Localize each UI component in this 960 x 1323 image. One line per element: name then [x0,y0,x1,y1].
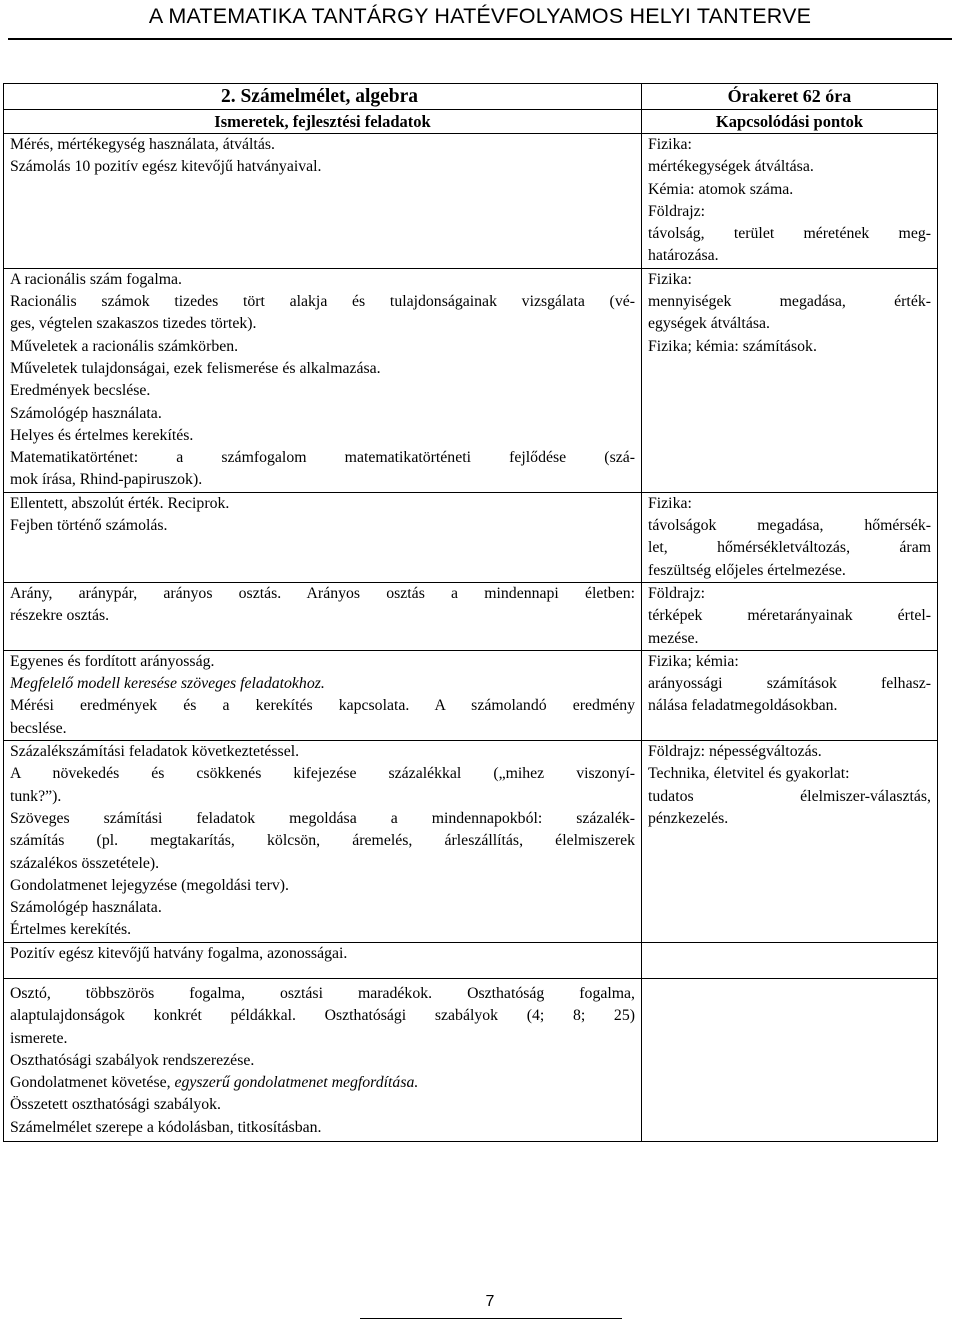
text-run-italic: egyszerű gondolatmenet megfordítása. [174,1074,419,1092]
list-item: mezése. [648,629,699,647]
table-row [4,942,938,978]
list-item: Technika, életvitel és gyakorlat: [648,765,850,783]
list-item: Oszthatósági szabályok rendszerezése. [10,1051,255,1069]
list-item: mértékegységek átváltása. [648,158,814,176]
connections-cell [642,650,938,740]
list-item [10,1072,635,1094]
list-item: Helyes és értelmes kerekítés. [10,426,194,444]
list-item: mok írása, Rhind-papiruszok). [10,471,203,489]
topics-cell [4,650,642,740]
list-item: Számológép használata. [10,899,162,917]
column-header-topics: Ismeretek, fejlesztési feladatok [4,110,642,134]
list-item: Számolás 10 pozitív egész kitevőjű hatványaival. [10,158,322,176]
topics-cell [4,268,642,492]
list-item: Számelmélet szerepe a kódolásban, titkosításban. [10,1118,322,1136]
list-item: Fizika: [648,494,692,512]
connections-cell [642,741,938,943]
table-row [4,134,938,269]
list-item: Műveletek tulajdonságai, ezek felismerése és alkalmazása. [10,359,381,377]
list-item: részekre osztás. [10,607,110,625]
table-row [4,978,938,1141]
list-item: Mérés, mértékegység használata, átváltás. [10,136,275,153]
connections-cell [642,492,938,582]
topics-cell [4,492,642,582]
list-item: Földrajz: népességváltozás. [648,743,822,761]
text-run: Gondolatmenet követése, [10,1074,175,1092]
topics-cell [4,582,642,650]
header-rule [8,38,952,40]
section-title: 2. Számelmélet, algebra [4,84,642,110]
list-item: arányossági számítások felhasz- [648,675,931,693]
list-item: Pozitív egész kitevőjű hatvány fogalma, azonosságai. [10,944,348,962]
list-item: egységek átváltása. [648,315,770,333]
list-item: becslése. [10,719,67,737]
list-item: A racionális szám fogalma. [10,270,182,288]
list-item: Arány, aránypár, arányos osztás. Arányos osztás a mindennapi életben: [10,584,635,602]
footer-rule [360,1318,622,1319]
list-item: Kémia: atomok száma. [648,180,794,198]
list-item: Matematikatörténet: a számfogalom matematikatörténeti fejlődése (szá- [10,449,635,467]
list-item: Mérési eredmények és a kerekítés kapcsolata. A számolandó eredmény [10,697,635,715]
connections-cell [642,134,938,269]
list-item: ismerete. [10,1029,68,1047]
list-item: ges, végtelen szakaszos tizedes törtek). [10,315,257,333]
table-row [4,582,938,650]
list-item: Értelmes kerekítés. [10,921,132,939]
list-item: számítás (pl. megtakarítás, kölcsön, áremelés, árleszállítás, élelmiszerek [10,832,635,850]
list-item: Számológép használata. [10,404,162,422]
page-header-title: A MATEMATIKA TANTÁRGY HATÉVFOLYAMOS HELYI TANTERVE [148,4,812,28]
list-item: Műveletek a racionális számkörben. [10,337,239,355]
connections-cell [642,942,938,978]
list-item: Megfelelő modell keresése szöveges feladatokhoz. [10,675,325,693]
list-item: Földrajz: [648,584,706,602]
curriculum-table [3,83,938,1142]
list-item: Fejben történő számolás. [10,517,168,535]
list-item: térképek méretarányainak értel- [648,607,931,625]
list-item: százalékos összetétele). [10,854,160,872]
list-item: Fizika: [648,136,692,153]
list-item: tudatos élelmiszer-választás, [648,787,931,805]
table-row [4,268,938,492]
list-item: alaptulajdonságok konkrét példákkal. Oszthatósági szabályok (4; 8; 25) [10,1007,635,1025]
column-header-connections: Kapcsolódási pontok [642,110,938,134]
list-item: Egyenes és fordított arányosság. [10,652,215,670]
list-item: Gondolatmenet lejegyzése (megoldási terv). [10,876,289,894]
list-item: Fizika; kémia: [648,652,739,670]
page-number: 7 [485,1293,495,1310]
list-item: Földrajz: [648,202,706,220]
list-item: határozása. [648,247,719,265]
list-item: Racionális számok tizedes tört alakja és tulajdonságainak vizsgálata (vé- [10,293,635,311]
list-item: feszültség előjeles értelmezése. [648,561,846,579]
title-row [4,84,938,110]
table-row [4,741,938,943]
list-item: Ellentett, abszolút érték. Reciprok. [10,494,230,512]
topics-cell [4,942,642,978]
hours-frame: Órakeret 62 óra [642,84,938,110]
list-item: pénzkezelés. [648,809,729,827]
list-item: Százalékszámítási feladatok következtetéssel. [10,743,300,761]
list-item: Eredmények becslése. [10,382,151,400]
topics-cell [4,134,642,269]
connections-cell [642,268,938,492]
list-item: Osztó, többszörös fogalma, osztási maradékok. Oszthatóság fogalma, [10,984,635,1002]
list-item: Fizika; kémia: számítások. [648,337,817,355]
table-row [4,650,938,740]
column-header-row [4,110,938,134]
list-item: tunk?”). [10,787,62,805]
list-item: let, hőmérsékletváltozás, áram [648,539,931,557]
table-row [4,492,938,582]
topics-cell [4,978,642,1141]
list-item: nálása feladatmegoldásokban. [648,697,838,715]
topics-cell [4,741,642,943]
list-item: mennyiségek megadása, érték- [648,293,931,311]
list-item: Fizika: [648,270,692,288]
connections-cell [642,582,938,650]
list-item: Szöveges számítási feladatok megoldása a mindennapokból: százalék- [10,809,635,827]
list-item: A növekedés és csökkenés kifejezése százalékkal („mihez viszonyí- [10,765,635,783]
connections-cell [642,978,938,1141]
list-item: Összetett oszthatósági szabályok. [10,1096,222,1114]
list-item: távolság, terület méretének meg- [648,225,931,243]
list-item: távolságok megadása, hőmérsék- [648,517,931,535]
